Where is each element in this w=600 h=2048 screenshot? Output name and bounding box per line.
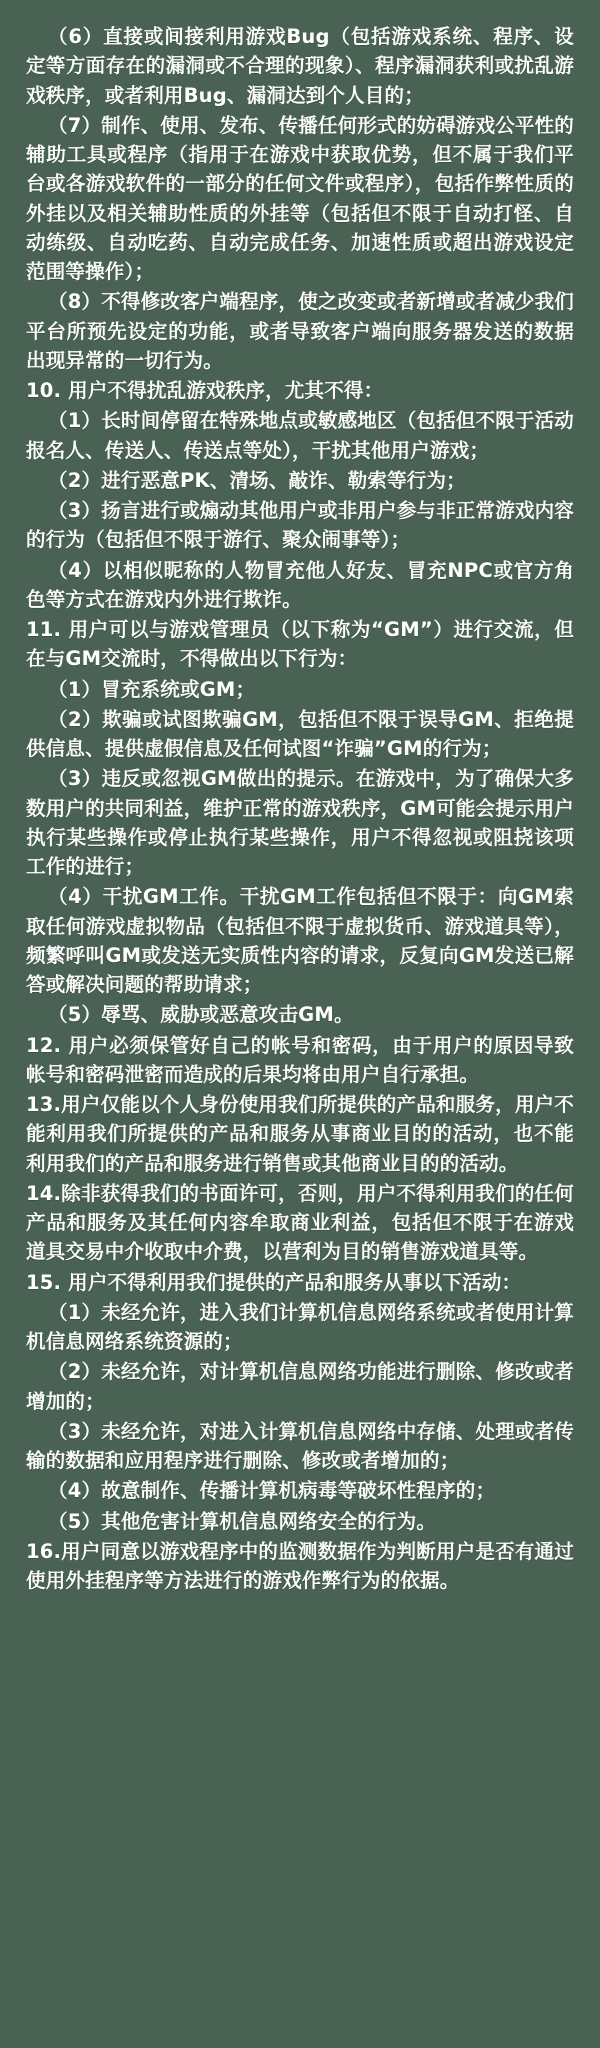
terms-paragraph-clause-14: 14.除非获得我们的书面许可，否则，用户不得利用我们的任何产品和服务及其任何内容牟取商业利益，包括但不限于在游戏道具交易中介收取中介费，以营利为目的销售游戏道具等。 [26,1181,574,1264]
terms-paragraph-clause-6: （6）直接或间接利用游戏Bug（包括游戏系统、程序、设定等方面存在的漏洞或不合理的现象）、程序漏洞获利或扰乱游戏秩序，或者利用Bug、漏洞达到个人目的； [26,25,574,107]
terms-paragraph-clause-8: （8）不得修改客户端程序，使之改变或者新增或者减少我们平台所预先设定的功能，或者导致客户端向服务器发送的数据出现异常的一切行为。 [26,290,574,372]
terms-paragraph-clause-10-3: （3）扬言进行或煽动其他用户或非用户参与非正常游戏内容的行为（包括但不限于游行、聚众闹事等）； [26,499,574,552]
terms-paragraph-clause-10: 10. 用户不得扰乱游戏秩序，尤其不得： [26,379,384,402]
terms-paragraph-clause-15-5: （5）其他危害计算机信息网络安全的行为。 [48,1509,437,1533]
terms-paragraph-clause-11-1: （1）冒充系统或GM； [48,677,256,701]
terms-paragraph-clause-15-2: （2）未经允许，对计算机信息网络功能进行删除、修改或者增加的； [26,1360,574,1413]
terms-paragraph-clause-15-4: （4）故意制作、传播计算机病毒等破坏性程序的； [48,1479,496,1503]
terms-paragraph-clause-16: 16.用户同意以游戏程序中的监测数据作为判断用户是否有通过使用外挂程序等方法进行的游戏作弊行为的依据。 [26,1539,574,1592]
terms-paragraph-clause-11-3: （3）违反或忽视GM做出的提示。在游戏中，为了确保大多数用户的共同利益，维护正常的游戏秩序，GM可能会提示用户执行某些操作或停止执行某些操作，用户不得忽视或阻挠该项工作的进行； [26,767,575,878]
terms-paragraph-clause-12: 12. 用户必须保管好自己的帐号和密码，由于用户的原因导致帐号和密码泄密而造成的后果均将由用户自行承担。 [26,1033,574,1086]
terms-paragraph-list [26,22,574,1595]
terms-paragraph-clause-11-5: （5）辱骂、威胁或恶意攻击GM。 [48,1003,354,1027]
terms-paragraph-clause-15: 15. 用户不得利用我们提供的产品和服务从事以下活动： [26,1270,522,1294]
terms-paragraph-clause-11-2: （2）欺骗或试图欺骗GM，包括但不限于误导GM、拒绝提供信息、提供虚假信息及任何试图“诈骗”GM的行为； [26,707,574,760]
terms-paragraph-clause-10-2: （2）进行恶意PK、清场、敲诈、勒索等行为； [48,468,466,492]
terms-paragraph-clause-13: 13.用户仅能以个人身份使用我们所提供的产品和服务，用户不能利用我们所提供的产品和服务从事商业目的的活动，也不能利用我们的产品和服务进行销售或其他商业目的的活动。 [26,1093,574,1175]
terms-paragraph-clause-10-4: （4）以相似昵称的人物冒充他人好友、冒充NPC或官方角色等方式在游戏内外进行欺诈。 [26,558,574,611]
terms-paragraph-clause-15-1: （1）未经允许，进入我们计算机信息网络系统或者使用计算机信息网络系统资源的； [26,1300,574,1353]
terms-paragraph-clause-15-3: （3）未经允许，对进入计算机信息网络中存储、处理或者传输的数据和应用程序进行删除、修改或者增加的； [26,1419,574,1472]
terms-paragraph-clause-7: （7）制作、使用、发布、传播任何形式的妨碍游戏公平性的辅助工具或程序（指用于在游戏中获取优势，但不属于我们平台或各游戏软件的一部分的任何文件或程序），包括作弊性质的外挂以及相关辅助性质的外挂等（包括但不限于自动打怪、自动练级、自动吃药、自动完成任务、加速性质或超出游戏设定范围等操作）； [26,113,574,283]
terms-paragraph-clause-11-4: （4）干扰GM工作。干扰GM工作包括但不限于：向GM索取任何游戏虚拟物品（包括但不限于虚拟货币、游戏道具等），频繁呼叫GM或发送无实质性内容的请求，反复向GM发送已解答或解决问题的帮助请求； [26,885,574,996]
terms-paragraph-clause-10-1: （1）长时间停留在特殊地点或敏感地区（包括但不限于活动报名人、传送人、传送点等处），干扰其他用户游戏； [26,409,574,462]
terms-paragraph-clause-11: 11. 用户可以与游戏管理员（以下称为“GM”）进行交流，但在与GM交流时，不得做出以下行为： [26,618,574,671]
